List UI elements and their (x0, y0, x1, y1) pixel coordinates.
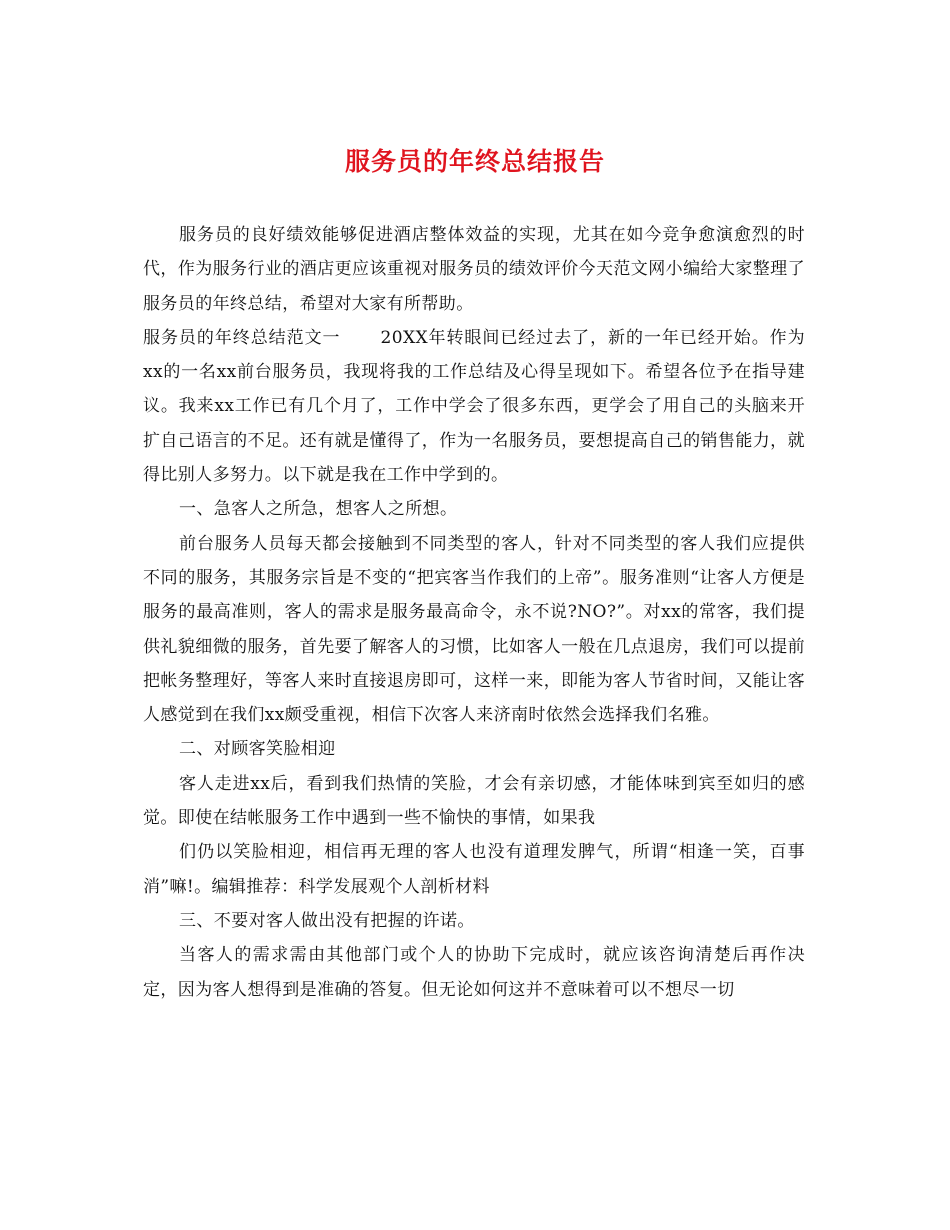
section-heading-1: 一、急客人之所急，想客人之所想。 (179, 499, 458, 520)
sample-paragraph (143, 321, 805, 492)
section-body-2a: 客人走进xx后，看到我们热情的笑脸，才会有亲切感，才能体味到宾至如归的感觉。即使在结帐服务工作中遇到一些不愉快的事情，如果我 (143, 773, 805, 829)
sample-heading: 服务员的年终总结范文一 (143, 327, 341, 348)
section-body-2b: 们仍以笑脸相迎，相信再无理的客人也没有道理发脾气，所谓“相逢一笑，百事消”嘛!。编辑推荐：科学发展观个人剖析材料 (143, 842, 805, 897)
section-heading-2: 二、对顾客笑脸相迎 (179, 739, 336, 760)
document-body (143, 218, 805, 1007)
document-title: 服务员的年终总结报告 (344, 147, 605, 176)
intro-paragraph: 服务员的良好绩效能够促进酒店整体效益的实现，尤其在如今竞争愈演愈烈的时代，作为服务行业的酒店更应该重视对服务员的绩效评价今天范文网小编给大家整理了服务员的年终总结，希望对大家有所帮助。 (143, 225, 805, 314)
section-body-1: 前台服务人员每天都会接触到不同类型的客人，针对不同类型的客人我们应提供不同的服务，其服务宗旨是不变的“把宾客当作我们的上帝”。服务准则“让客人方便是服务的最高准则，客人的需求是服务最高命令，永不说?NO?”。对xx的常客，我们提供礼貌细微的服务，首先要了解客人的习惯，比如客人一般在几点退房，我们可以提前把帐务整理好，等客人来时直接退房即可，这样一来，即能为客人节省时间，又能让客人感觉到在我们xx颇受重视，相信下次客人来济南时依然会选择我们名雅。 (143, 533, 805, 726)
sample-body: 20XX年转眼间已经过去了，新的一年已经开始。作为xx的一名xx前台服务员，我现将我的工作总结及心得呈现如下。希望各位予在指导建议。我来xx工作已有几个月了，工作中学会了很多东西，更学会了用自己的头脑来开扩自己语言的不足。还有就是懂得了，作为一名服务员，要想提高自己的销售能力，就得比别人多努力。以下就是我在工作中学到的。 (143, 327, 805, 486)
section-heading-3: 三、不要对客人做出没有把握的许诺。 (179, 910, 475, 931)
section-body-3: 当客人的需求需由其他部门或个人的协助下完成时，就应该咨询清楚后再作决定，因为客人想得到是准确的答复。但无论如何这并不意味着可以不想尽一切 (143, 945, 805, 1000)
